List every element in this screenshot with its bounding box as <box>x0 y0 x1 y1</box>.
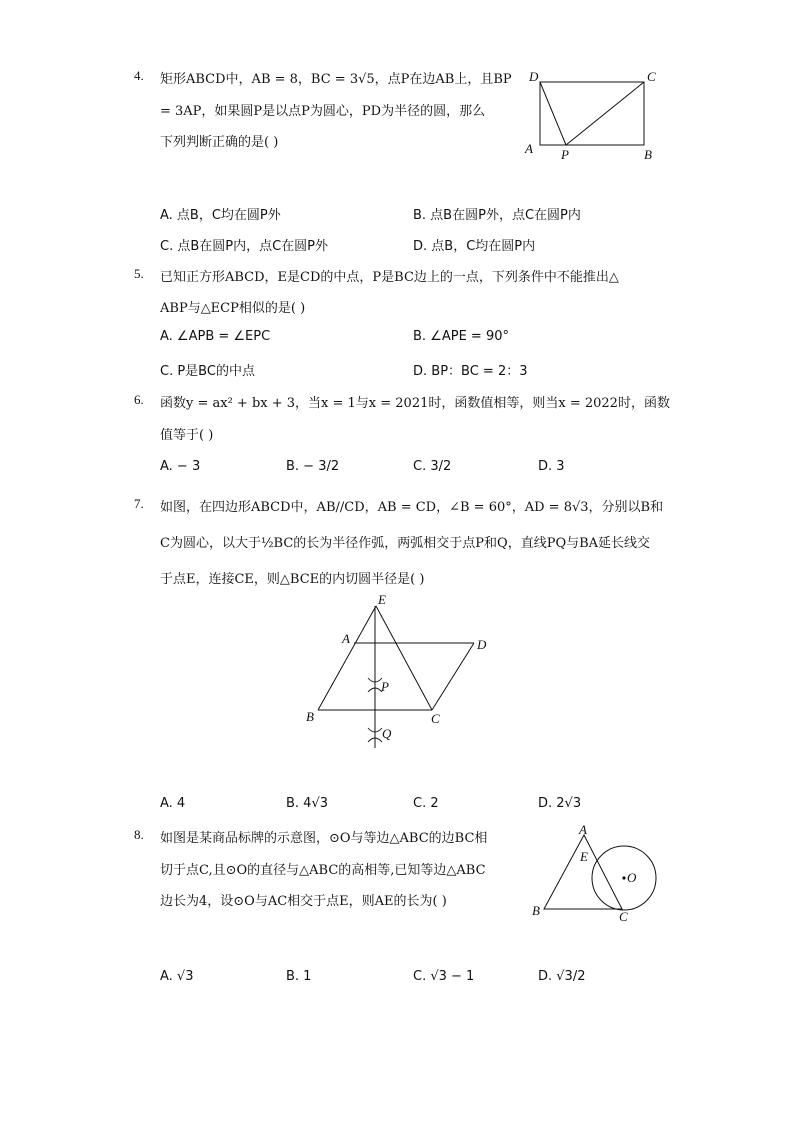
q4-line-1: 矩形ABCD中，AB = 8，BC = 3√5，点P在边AB上，且BP <box>160 72 512 87</box>
q4-rect-abcd <box>540 82 644 145</box>
q7-segment-ec <box>376 606 432 710</box>
q8-option-c[interactable]: C. √3 − 1 <box>413 969 475 984</box>
q7-segment-eb <box>318 606 376 710</box>
q6-number: 6. <box>134 392 144 407</box>
q4-label-d: D <box>529 69 539 84</box>
q8-triangle-abc <box>544 835 622 909</box>
q6-line-1: 函数y = ax² + bx + 3，当x = 1与x = 2021时，函数值相等，则当x = 2022时，函数 <box>160 396 670 411</box>
q5-option-c[interactable]: C. P是BC的中点 <box>160 364 255 379</box>
q8-label-e: E <box>580 849 588 864</box>
q8-label-c: C <box>619 909 628 924</box>
q5-option-b[interactable]: B. ∠APE = 90° <box>413 329 509 344</box>
q8-triangle-circle-figure <box>528 820 668 930</box>
q8-line-3: 边长为4，设⊙O与AC相交于点E，则AE的长为( ) <box>160 894 447 909</box>
q8-number: 8. <box>134 827 144 842</box>
q4-label-b: B <box>644 147 652 162</box>
q5-line-2: ABP与△ECP相似的是( ) <box>160 301 306 316</box>
q4-option-d[interactable]: D. 点B，C均在圆P内 <box>413 239 536 254</box>
q8-option-a[interactable]: A. √3 <box>160 969 194 984</box>
q4-label-c: C <box>647 69 656 84</box>
q7-option-c[interactable]: C. 2 <box>413 796 439 811</box>
q7-option-d[interactable]: D. 2√3 <box>538 796 582 811</box>
q8-option-d[interactable]: D. √3/2 <box>538 969 586 984</box>
q7-label-p: P <box>381 679 389 694</box>
q4-number: 4. <box>134 68 144 83</box>
q4-line-3: 下列判断正确的是( ) <box>160 135 279 150</box>
q4-line-2: = 3AP，如果圆P是以点P为圆心，PD为半径的圆，那么 <box>160 104 486 119</box>
q4-option-c[interactable]: C. 点B在圆P内，点C在圆P外 <box>160 239 329 254</box>
q7-line-3: 于点E，连接CE，则△BCE的内切圆半径是( ) <box>160 572 425 587</box>
q4-segment-pd <box>540 82 566 145</box>
q7-label-q: Q <box>382 726 392 741</box>
q6-option-b[interactable]: B. − 3/2 <box>286 459 340 474</box>
q6-line-2: 值等于( ) <box>160 428 214 443</box>
q5-number: 5. <box>134 266 144 281</box>
q7-number: 7. <box>134 496 144 511</box>
q4-option-a[interactable]: A. 点B，C均在圆P外 <box>160 208 281 223</box>
q5-option-d[interactable]: D. BP：BC = 2：3 <box>413 364 528 379</box>
q7-line-1: 如图，在四边形ABCD中，AB//CD，AB = CD，∠B = 60°，AD = 8√3，分别以B和 <box>160 500 664 515</box>
q4-label-a: A <box>525 141 533 156</box>
q4-rectangle-figure <box>520 66 670 166</box>
q5-option-a[interactable]: A. ∠APB = ∠EPC <box>160 329 271 344</box>
q8-label-o: O <box>627 870 637 885</box>
q8-line-2: 切于点C,且⊙O的直径与△ABC的高相等,已知等边△ABC <box>160 863 486 878</box>
q4-option-b[interactable]: B. 点B在圆P外，点C在圆P内 <box>413 208 581 223</box>
q7-label-c: C <box>431 711 440 726</box>
q7-label-e: E <box>378 592 386 607</box>
q7-parallelogram-figure <box>296 588 506 758</box>
q7-option-b[interactable]: B. 4√3 <box>286 796 329 811</box>
q4-label-p: P <box>561 147 569 162</box>
q8-label-a: A <box>579 822 587 837</box>
q6-option-d[interactable]: D. 3 <box>538 459 565 474</box>
q8-label-b: B <box>532 903 540 918</box>
q7-line-2: C为圆心，以大于½BC的长为半径作弧，两弧相交于点P和Q，直线PQ与BA延长线交 <box>160 536 651 551</box>
q8-center-dot <box>622 876 625 879</box>
q4-segment-pc <box>566 82 644 145</box>
q6-option-c[interactable]: C. 3/2 <box>413 459 452 474</box>
q8-option-b[interactable]: B. 1 <box>286 969 312 984</box>
q7-label-b: B <box>306 709 314 724</box>
q7-segment-dc <box>432 643 474 710</box>
q8-line-1: 如图是某商品标牌的示意图，⊙O与等边△ABC的边BC相 <box>160 831 488 846</box>
q7-label-d: D <box>477 637 487 652</box>
q7-label-a: A <box>342 631 350 646</box>
q7-option-a[interactable]: A. 4 <box>160 796 186 811</box>
q6-option-a[interactable]: A. − 3 <box>160 459 201 474</box>
q5-line-1: 已知正方形ABCD，E是CD的中点，P是BC边上的一点，下列条件中不能推出△ <box>160 270 619 285</box>
